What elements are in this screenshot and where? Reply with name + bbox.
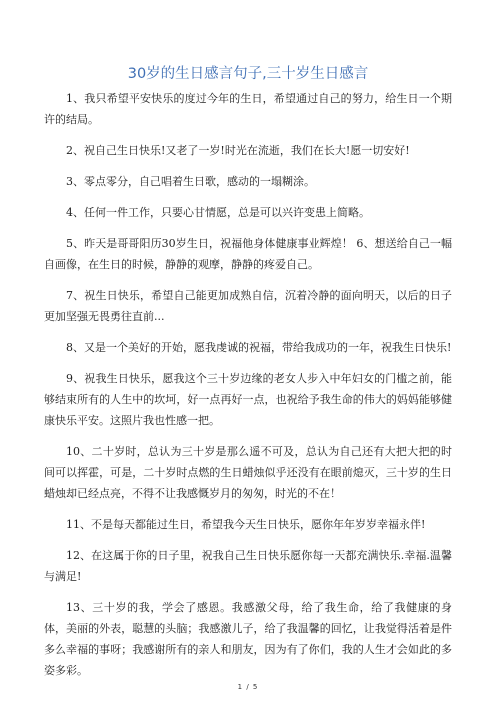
document-body [44,88,452,691]
paragraph-8: 8、又是一个美好的开始，愿我虔诚的祝福，带给我成功的一年，祝我生日快乐! [66,341,452,354]
paragraph-4: 4、任何一件工作，只要心甘情愿，总是可以兴许变患上简略。 [66,206,370,219]
paragraph-3: 3、零点零分，自己唱着生日歌，感动的一塌糊涂。 [66,175,315,188]
paragraph-10: 10、二十岁时，总认为三十岁是那么遥不可及，总认为自己还有大把大把的时间可以挥霍，可是，二十岁时点燃的生日蜡烛似乎还没有在眼前熄灭，三十岁的生日蜡烛却已经点亮，不得不让我感慨岁月的匆匆，时光的不在！ [44,445,452,500]
document-title: 30岁的生日感言句子,三十岁生日感言 [127,66,369,82]
paragraph-13: 13、三十岁的我，学会了感恩。我感激父母，给了我生命，给了我健康的身体，美丽的外表，聪慧的头脑；我感激儿子，给了我温馨的回忆，让我觉得活着是件多么幸福的事呀；我感谢所有的亲人和朋友，因为有了你们，我的人生才会如此的多姿多彩。 [44,601,452,677]
paragraph-2: 2、祝自己生日快乐!又老了一岁!时光在流逝，我们在长大!愿一切安好! [66,144,410,157]
paragraph-11: 11、不是每天都能过生日，希望我今天生日快乐，愿你年年岁岁幸福永伴! [66,518,426,531]
page-indicator: 1 / 5 [237,683,259,691]
paragraph-7: 7、祝生日快乐，希望自己能更加成熟自信，沉着冷静的面向明天，以后的日子更加坚强无畏勇往直前... [44,289,452,323]
paragraph-12: 12、在这属于你的日子里，祝我自己生日快乐愿你每一天都充满快乐.幸福.温馨与满足! [44,549,452,583]
paragraph-1: 1、我只希望平安快乐的度过今年的生日，希望通过自己的努力，给生日一个期许的结局。 [44,92,452,126]
paragraph-5: 5、昨天是哥哥阳历30岁生日，祝福他身体健康事业辉煌！ 6、想送给自己一幅自画像，在生日的时候，静静的观摩，静静的疼爱自己。 [44,237,452,271]
paragraph-9: 9、祝我生日快乐，愿我这个三十岁边缘的老女人步入中年妇女的门槛之前，能够结束所有的人生中的坎坷，好一点再好一点，也祝给予我生命的伟大的妈妈能够健康快乐平安。这照片我也性感一把。 [44,372,452,427]
